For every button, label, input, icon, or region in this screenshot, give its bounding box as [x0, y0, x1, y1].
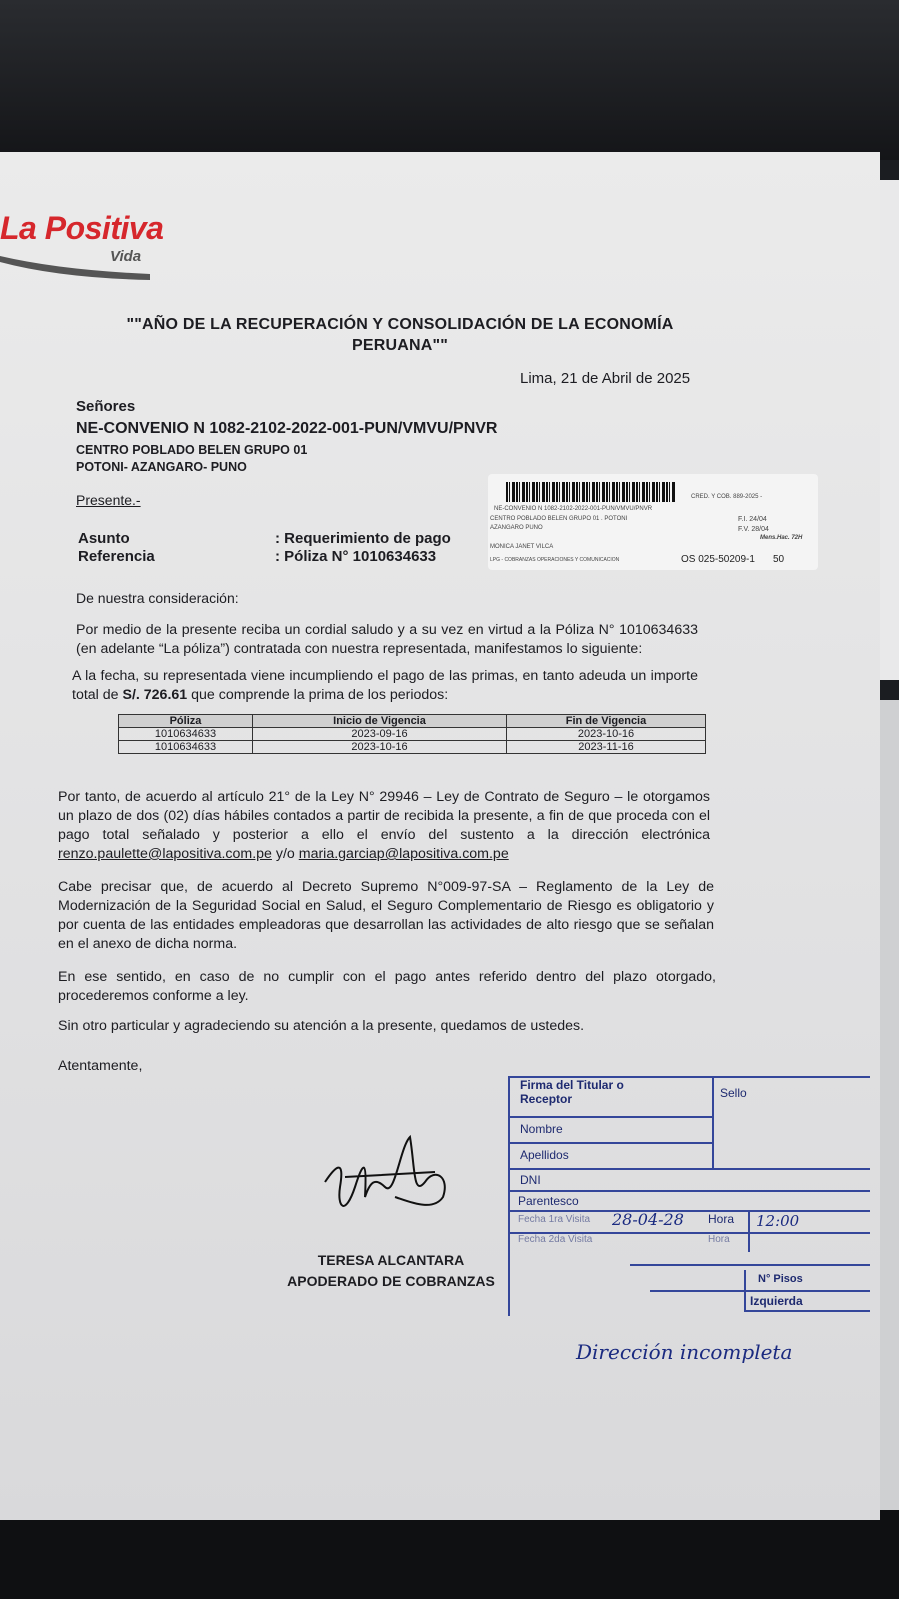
- sticker-addr-2: CENTRO POBLADO BELEN GRUPO 01 . POTONI: [490, 516, 628, 522]
- cell: 1010634633: [119, 741, 253, 754]
- sticker-mens: Mens.Hac. 72H: [760, 535, 803, 541]
- debt-amount: S/. 726.61: [122, 687, 188, 703]
- table-row: [119, 741, 706, 754]
- fecha1-label: Fecha 1ra Visita: [518, 1214, 591, 1225]
- paragraph-4: Cabe precisar que, de acuerdo al Decreto Supremo N°009-97-SA – Reglamento de la Ley de Modernización de la Seguridad Social en Salud, el Seguro Complementario de Riesgo es obligatorio y por cuenta de las entidades empleadoras que desarrollan las actividades de alto riesgo que se señalan en el anexo de dicha norma.: [58, 879, 714, 952]
- handwritten-note: Dirección incompleta: [576, 1340, 793, 1364]
- referencia-value: : Póliza N° 1010634633: [275, 548, 437, 565]
- parentesco-label: Parentesco: [518, 1194, 579, 1208]
- asunto-value: : Requerimiento de pago: [275, 530, 451, 547]
- form-line: [748, 1210, 750, 1252]
- cell: 1010634633: [119, 728, 253, 741]
- salutation: Señores: [76, 398, 136, 415]
- receipt-stamp: [500, 1070, 872, 1490]
- background-top: [0, 0, 899, 160]
- table-row: [119, 728, 706, 741]
- logo-swoosh-icon: [0, 252, 160, 286]
- signer-title: APODERADO DE COBRANZAS: [287, 1273, 495, 1289]
- fecha2-label: Fecha 2da Visita: [518, 1234, 593, 1245]
- form-line: [508, 1076, 510, 1316]
- p2-post: que comprende la prima de los periodos:: [187, 687, 449, 703]
- courier-sticker: [488, 474, 818, 570]
- pisos-label: N° Pisos: [758, 1273, 803, 1285]
- recipient-address-1: CENTRO POBLADO BELEN GRUPO 01: [76, 443, 308, 457]
- hora-label: Hora: [708, 1212, 735, 1226]
- signer-block: [286, 1250, 496, 1292]
- sticker-addr-3: AZANGARO PUNO: [490, 525, 543, 531]
- form-line: [508, 1142, 712, 1144]
- letter-date: Lima, 21 de Abril de 2025: [520, 370, 691, 387]
- company-logo: La Positiva: [0, 210, 164, 246]
- sticker-num: 50: [773, 554, 785, 565]
- form-line: [508, 1190, 870, 1192]
- presente: Presente.-: [76, 492, 141, 508]
- paragraph-3: [58, 788, 710, 864]
- sticker-os: OS 025-50209-1: [681, 554, 755, 565]
- sticker-addr-1: NE-CONVENIO N 1082-2102-2022-001-PUN/VMVU/PNVR: [494, 506, 653, 512]
- signature-icon: [315, 1127, 465, 1237]
- greeting: De nuestra consideración:: [76, 590, 239, 606]
- table-header-row: [119, 715, 706, 728]
- cell: 2023-09-16: [253, 728, 507, 741]
- sticker-fi: F.I. 24/04: [738, 516, 767, 523]
- recipient-address-2: POTONI- AZANGARO- PUNO: [76, 460, 247, 474]
- email-link-2[interactable]: maria.garciap@lapositiva.com.pe: [298, 846, 509, 862]
- paragraph-6: Sin otro particular y agradeciendo su atención a la presente, quedamos de ustedes.: [58, 1018, 585, 1034]
- paragraph-2: [72, 667, 698, 705]
- closing: Atentamente,: [58, 1058, 143, 1074]
- form-line: [744, 1310, 870, 1312]
- hora-value: 12:00: [756, 1212, 800, 1230]
- cell: 2023-10-16: [253, 741, 507, 754]
- form-line: [650, 1290, 870, 1292]
- sticker-fv: F.V. 28/04: [738, 526, 769, 533]
- referencia-label: Referencia: [78, 548, 155, 565]
- recipient-name: NE-CONVENIO N 1082-2102-2022-001-PUN/VMVU/PNVR: [76, 420, 498, 437]
- col-inicio: Inicio de Vigencia: [253, 715, 507, 728]
- sticker-cred: CRED. Y COB. 889-2025 -: [691, 494, 763, 500]
- p3-mid: y/o: [271, 846, 299, 862]
- barcode-icon: [506, 482, 676, 502]
- p3-pre: Por tanto, de acuerdo al artículo 21° de la Ley N° 29946 – Ley de Contrato de Seguro – le otorgamos un plazo de dos (02) días hábiles contados a partir de recibida la presente, a fin de que proceda con el pago total señalado y posterior a ello el envío del sustento a la dirección electrónica: [58, 789, 710, 843]
- p2-pre: A la fecha, su representada viene incumpliendo el pago de las primas, en tanto adeuda un importe total de: [72, 668, 698, 703]
- form-line: [508, 1116, 712, 1118]
- email-link-1[interactable]: renzo.paulette@lapositiva.com.pe: [58, 846, 272, 862]
- company-logo-sub: Vida: [110, 248, 142, 265]
- paragraph-5: En ese sentido, en caso de no cumplir con el pago antes referido dentro del plazo otorgado, procederemos conforme a ley.: [58, 969, 716, 1004]
- sello-label: Sello: [720, 1086, 747, 1100]
- policy-table: [118, 714, 706, 754]
- form-line: [508, 1210, 870, 1212]
- form-line: [630, 1264, 870, 1266]
- fecha1-value: 28-04-28: [612, 1210, 684, 1229]
- year-title: ""AÑO DE LA RECUPERACIÓN Y CONSOLIDACIÓN DE LA ECONOMÍA PERUANA"": [126, 316, 674, 354]
- dni-label: DNI: [520, 1173, 541, 1187]
- asunto-label: Asunto: [78, 530, 130, 547]
- hora2-label: Hora: [708, 1234, 730, 1245]
- cell: 2023-10-16: [507, 728, 706, 741]
- form-line: [508, 1168, 870, 1170]
- col-fin: Fin de Vigencia: [507, 715, 706, 728]
- cell: 2023-11-16: [507, 741, 706, 754]
- sticker-dept: LPG - COBRANZAS OPERACIONES Y COMUNICACION: [490, 557, 620, 563]
- signer-name: TERESA ALCANTARA: [317, 1252, 465, 1268]
- background-bottom: [0, 1510, 899, 1599]
- form-line: [744, 1270, 746, 1310]
- form-line: [712, 1076, 714, 1168]
- izquierda-label: Izquierda: [750, 1294, 803, 1308]
- apellidos-label: Apellidos: [520, 1148, 569, 1162]
- firma-label: Firma del Titular o Receptor: [520, 1078, 624, 1106]
- nombre-label: Nombre: [520, 1122, 563, 1136]
- col-poliza: Póliza: [119, 715, 253, 728]
- sticker-person: MONICA JANET VILCA: [490, 544, 554, 550]
- letter-page: [0, 152, 880, 1520]
- paragraph-1: Por medio de la presente reciba un cordial saludo y a su vez en virtud a la Póliza N° 1010634633 (en adelante “La póliza”) contratada con nuestra representada, manifestamos lo siguiente:: [76, 622, 698, 657]
